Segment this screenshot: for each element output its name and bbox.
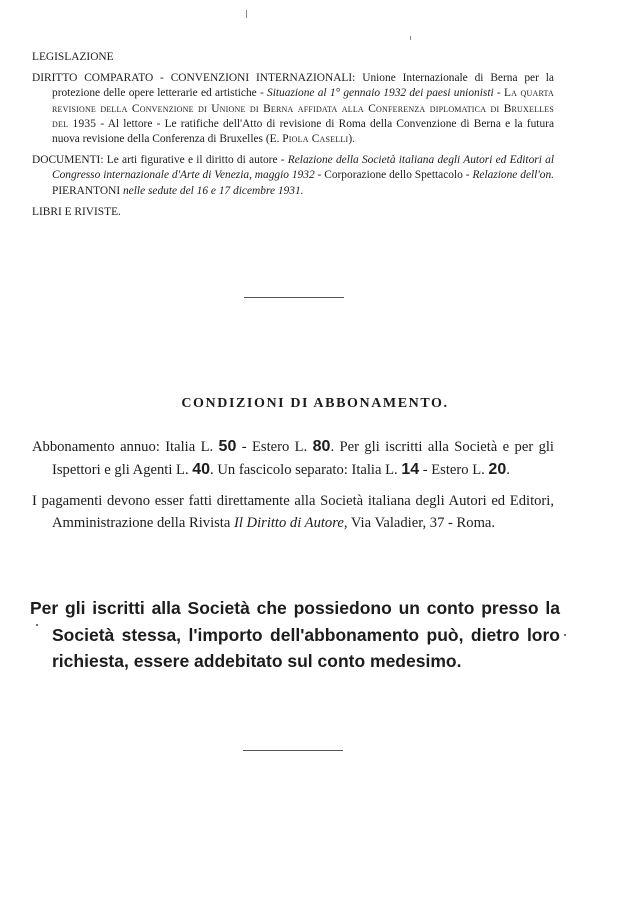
price-text: . Per gli iscritti alla Società e per gli Ispettori e gli Agenti L. [52,439,554,478]
price-value: 14 [401,460,420,478]
entry-text: Unione Internazionale di Berna per la protezione delle opere letterarie ed artistiche - [52,72,554,100]
journal-title: Il Diritto di Autore [233,514,344,531]
entry-text: - Corporazione dello Spettacolo - [314,169,473,182]
price-value: 80 [312,438,331,455]
section-label: DOCUMENTI: [32,154,104,167]
price-value: 40 [192,460,211,478]
author-name: Piola Caselli [282,133,349,146]
contents-entry-diritto-comparato [32,71,554,147]
entry-text: ). [348,133,355,146]
entry-text: Le arti figurative e il diritto di autore - [103,154,288,167]
entry-text: PIERANTONI [52,184,123,197]
stray-mark [246,10,247,18]
divider-rule [244,297,344,298]
payment-text: , Via Valadier, 37 - Roma. [343,514,496,531]
member-notice [30,595,560,675]
contents-entry-documenti [32,153,554,199]
price-text: . [506,461,510,478]
price-text: Abbonamento annuo: Italia L. [32,439,219,455]
entry-italic-title: nelle sedute del 16 e 17 dicembre 1931. [122,184,304,197]
stray-dot [36,624,38,626]
payment-text: I pagamenti devono esser fatti direttamente alla Società italiana degli Autori ed Editori, Amministrazione della Rivista [32,493,554,531]
entry-italic-title: Relazione della Società italiana degli Autori ed Editori al Congresso internazionale d'Arte di Venezia, maggio 1932 [52,154,554,182]
entry-italic-title: Situazione al 1° gennaio 1932 dei paesi unionisti [267,87,494,100]
payment-instructions [32,491,554,534]
section-label: DIRITTO COMPARATO - CONVENZIONI INTERNAZIONALI: [32,72,356,85]
contents-entry-libri-riviste: LIBRI E RIVISTE. [32,205,121,218]
entry-text: - [493,87,504,100]
stray-mark [410,36,411,40]
divider-rule [243,750,343,751]
member-notice-text: Per gli iscritti alla Società che possiedono un conto presso la Società stessa, l'importo dell'abbonamento può, dietro loro richiesta, essere addebitato sul conto medesimo. [30,598,560,671]
stray-dot [564,634,566,636]
price-text: - Estero L. [236,439,313,455]
price-value: 20 [488,460,507,478]
contents-section [32,50,554,220]
price-value: 50 [218,438,237,455]
entry-smallcaps-title: La quarta revisione della Convenzione di Unione di Berna affidata alla Conferenza diplomatica di Bruxelles del 1935 [52,87,554,130]
price-text: . Un fascicolo separato: Italia L. [210,461,402,478]
entry-italic-title: Relazione dell'on. [472,169,554,182]
conditions-title: CONDIZIONI DI ABBONAMENTO. [181,396,449,411]
conditions-body [32,436,554,534]
price-text: - Estero L. [419,461,489,478]
subscription-prices [32,436,554,481]
entry-text: - Al lettore - Le ratifiche dell'Atto di revisione di Roma della Convenzione di Berna e la futura nuova revisione della Conferenza di Bruxelles (E. [52,117,554,146]
contents-entry-legislazione: LEGISLAZIONE [32,51,114,63]
